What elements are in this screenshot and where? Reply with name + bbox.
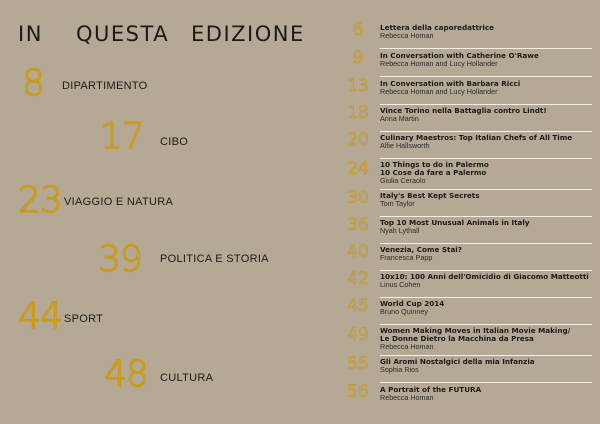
toc-title: Gli Aromi Nostalgici della mia Infanzia	[380, 358, 535, 366]
toc-author: Alfie Hallsworth	[380, 141, 430, 150]
section-label[interactable]: SPORT	[64, 313, 104, 325]
toc-divider	[380, 216, 592, 217]
toc-page-number: 24	[347, 159, 369, 179]
section-number: 39	[98, 239, 142, 280]
toc-author: Giulia Ceraolo	[380, 176, 426, 185]
toc-author: Sophia Rios	[380, 365, 419, 374]
toc-item[interactable]	[340, 296, 595, 328]
toc-page-number: 55	[347, 354, 369, 374]
toc-author: Rebecca Homan and Lucy Hollander	[380, 59, 498, 68]
toc-item[interactable]	[340, 327, 595, 359]
toc-title-line-2: 10 Cose da fare a Palermo	[380, 169, 487, 177]
toc-page-number: 45	[347, 296, 369, 316]
toc-title: 10x10: 100 Anni dell'Omicidio di Giacomo Matteotti	[380, 273, 589, 281]
title-word-1: IN	[18, 22, 43, 46]
toc-page-number: 30	[347, 188, 369, 208]
section-label[interactable]: CIBO	[160, 136, 189, 148]
section-number: 23	[18, 180, 62, 221]
toc-title: Top 10 Most Unusual Animals in Italy	[380, 219, 530, 227]
toc-page-number: 18	[347, 103, 369, 123]
toc-title: Lettera della caporedattrice	[380, 24, 495, 32]
toc-divider	[380, 131, 592, 132]
toc-item[interactable]	[340, 103, 595, 135]
toc-page-number: 40	[347, 242, 369, 262]
section-number: 8	[22, 63, 44, 104]
toc-title: Vince Torino nella Battaglia contro Lindt!	[380, 107, 547, 115]
toc-item[interactable]	[340, 48, 595, 80]
toc-page-number: 42	[347, 269, 369, 289]
section-label[interactable]: DIPARTIMENTO	[62, 80, 148, 92]
toc-author: Bruno Quinney	[380, 307, 428, 316]
section-label[interactable]: CULTURA	[160, 372, 214, 384]
toc-author: Rebecca Homan	[380, 342, 434, 351]
toc-divider	[380, 76, 592, 77]
toc-title: In Conversation with Barbara Ricci	[380, 80, 521, 88]
toc-author: Rebecca Homan	[380, 393, 434, 402]
toc-title: Culinary Maestros: Top Italian Chefs of All Time	[380, 134, 573, 142]
toc-author: Anna Martin	[380, 114, 419, 123]
toc-title: Venezia, Come Stai?	[380, 246, 462, 254]
toc-item[interactable]	[340, 76, 595, 108]
toc-divider	[380, 158, 592, 159]
toc-author: Nyah Lythall	[380, 226, 420, 235]
toc-divider	[380, 355, 592, 356]
toc-page-number: 9	[352, 48, 364, 68]
toc-page-number: 49	[347, 325, 369, 345]
section-number: 44	[18, 296, 62, 337]
toc-divider	[380, 382, 592, 383]
toc-author: Rebecca Homan and Lucy Hollander	[380, 87, 498, 96]
toc-divider	[380, 324, 592, 325]
section-label[interactable]: VIAGGIO E NATURA	[64, 196, 174, 208]
toc-item[interactable]	[340, 20, 595, 52]
section-label[interactable]: POLITICA E STORIA	[160, 253, 269, 265]
toc-title: World Cup 2014	[380, 300, 445, 308]
section-number: 48	[104, 354, 148, 395]
toc-divider	[380, 270, 592, 271]
toc-item[interactable]	[340, 130, 595, 162]
toc-divider	[380, 48, 592, 49]
toc-divider	[380, 189, 592, 190]
toc-item[interactable]	[340, 188, 595, 220]
toc-divider	[380, 297, 592, 298]
toc-page-number: 13	[347, 76, 369, 96]
toc-title: Italy's Best Kept Secrets	[380, 192, 480, 200]
toc-title-line-2: Le Donne Dietro la Macchina da Presa	[380, 335, 534, 343]
toc-author: Rebecca Homan	[380, 31, 434, 40]
toc-author: Linus Cohen	[380, 280, 421, 289]
toc-item[interactable]	[340, 215, 595, 247]
page-title	[18, 22, 308, 52]
toc-item[interactable]	[340, 354, 595, 386]
toc-item[interactable]	[340, 382, 595, 414]
toc-page-number: 20	[347, 130, 369, 150]
toc-item[interactable]	[340, 269, 595, 301]
toc-page-number: 56	[347, 382, 369, 402]
toc-author: Tom Taylor	[380, 199, 415, 208]
toc-item[interactable]	[340, 242, 595, 274]
toc-title: 10 Things to do in Palermo	[380, 161, 489, 169]
toc-page-number: 6	[352, 20, 364, 40]
toc-title: A Portrait of the FUTURA	[380, 386, 482, 394]
section-number: 17	[100, 116, 144, 157]
toc-divider	[380, 104, 592, 105]
toc-title: In Conversation with Catherine O'Rawe	[380, 52, 539, 60]
toc-author: Francesca Papp	[380, 253, 433, 262]
title-word-2: QUESTA	[76, 22, 170, 46]
toc-title: Women Making Moves in Italian Movie Making/	[380, 327, 571, 335]
toc-page-number: 36	[347, 215, 369, 235]
toc-divider	[380, 243, 592, 244]
title-word-3: EDIZIONE	[191, 22, 305, 46]
toc-item[interactable]	[340, 161, 595, 193]
